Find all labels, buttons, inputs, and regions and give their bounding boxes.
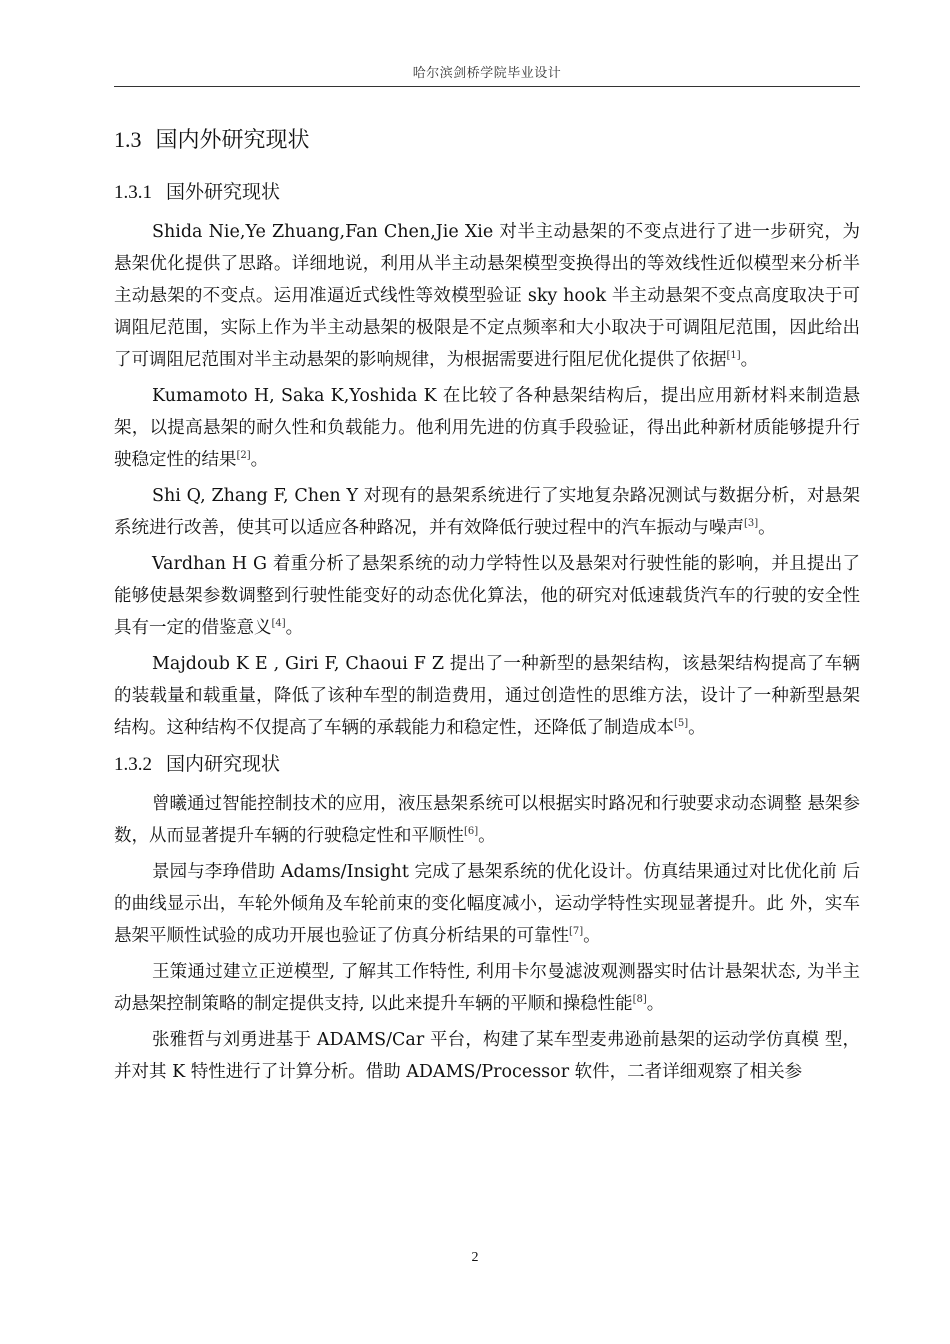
paragraph [114, 1024, 860, 1088]
paragraph [114, 648, 860, 744]
paragraph-end: 。 [740, 350, 759, 370]
paragraph-text: Shida Nie,Ye Zhuang,Fan Chen,Jie Xie 对半主动悬架的不变点进行了进一步研究，为悬架优化提供了思路。详细地说，利用从半主动悬架模型变换得出的等效线性近似模型来分析半主动悬架的不变点。运用准逼近式线性等效模型验证 sky hook 半主动悬架不变点高度取决于可调阻尼范围，实际上作为半主动悬架的极限是不定点频率和大小取决于可调阻尼范围，因此给出了可调阻尼范围对半主动悬架的影响规律，为根据需要进行阻尼优化提供了依据 [114, 222, 860, 370]
paragraph-end: 。 [758, 518, 776, 538]
citation: [5] [674, 718, 689, 730]
subsection-heading-domestic [114, 748, 860, 780]
paragraph-end: 。 [688, 718, 706, 738]
paragraph [114, 216, 860, 376]
paragraph-end: 。 [250, 450, 269, 470]
paragraph-text: Vardhan H G 着重分析了悬架系统的动力学特性以及悬架对行驶性能的影响，并且提出了能够使悬架参数调整到行驶性能变好的动态优化算法，他的研究对低速载货汽车的行驶的安全性具有一定的借鉴意义 [114, 554, 860, 638]
subsection-title: 国外研究现状 [166, 181, 281, 203]
page-number: 2 [471, 1250, 479, 1265]
citation: [8] [632, 994, 647, 1006]
paragraph-text: Shi Q, Zhang F, Chen Y 对现有的悬架系统进行了实地复杂路况测试与数据分析，对悬架系统进行改善，使其可以适应各种路况，并有效降低行驶过程中的汽车振动与噪声 [114, 486, 860, 538]
section-title: 国内外研究现状 [155, 128, 310, 153]
section-number: 1.3 [114, 127, 142, 152]
citation: [2] [236, 450, 251, 462]
citation: [3] [744, 518, 759, 530]
subsection-heading-foreign [114, 176, 860, 208]
paragraph-end: 。 [583, 926, 601, 946]
paragraph-text: 张雅哲与刘勇进基于 ADAMS/Car 平台，构建了某车型麦弗逊前悬架的运动学仿真模 型，并对其 K 特性进行了计算分析。借助 ADAMS/Processor 软件，二者详细观察了相关参 [114, 1030, 860, 1082]
section-heading [114, 120, 860, 160]
paragraph [114, 548, 860, 644]
paragraph-text: Majdoub K E , Giri F, Chaoui F Z 提出了一种新型的悬架结构，该悬架结构提高了车辆的装载量和载重量，降低了该种车型的制造费用，通过创造性的思维方法，设计了一种新型悬架结构。这种结构不仅提高了车辆的承载能力和稳定性，还降低了制造成本 [114, 654, 860, 738]
paragraph [114, 788, 860, 852]
paragraph-end: 。 [646, 994, 665, 1014]
citation: [1] [726, 350, 741, 362]
citation: [7] [569, 926, 584, 938]
paragraph-end: 。 [285, 618, 304, 638]
citation: [4] [271, 618, 286, 630]
paragraph-text: Kumamoto H, Saka K,Yoshida K 在比较了各种悬架结构后，提出应用新材料来制造悬架，以提高悬架的耐久性和负载能力。他利用先进的仿真手段验证，得出此种新材质能够提升行驶稳定性的结果 [114, 386, 860, 470]
running-header: 哈尔滨剑桥学院毕业设计 [412, 66, 562, 81]
paragraph [114, 856, 860, 952]
paragraph-end: 。 [478, 826, 496, 846]
paragraph [114, 380, 860, 476]
paragraph [114, 956, 860, 1020]
subsection-number: 1.3.1 [114, 182, 152, 203]
paragraph-text: 曾曦通过智能控制技术的应用，液压悬架系统可以根据实时路况和行驶要求动态调整 悬架参数，从而显著提升车辆的行驶稳定性和平顺性 [114, 794, 860, 846]
paragraph-text: 景园与李琤借助 Adams/Insight 完成了悬架系统的优化设计。仿真结果通过对比优化前 后的曲线显示出，车轮外倾角及车轮前束的变化幅度减小，运动学特性实现显著提升。此 外，实车悬架平顺性试验的成功开展也验证了仿真分析结果的可靠性 [114, 862, 860, 946]
citation: [6] [464, 826, 479, 838]
page-content [114, 120, 860, 1092]
paragraph-text: 王策通过建立正逆模型, 了解其工作特性, 利用卡尔曼滤波观测器实时估计悬架状态, 为半主动悬架控制策略的制定提供支持, 以此来提升车辆的平顺和操稳性能 [114, 962, 860, 1014]
subsection-title: 国内研究现状 [166, 753, 281, 775]
header-rule [114, 86, 860, 87]
subsection-number: 1.3.2 [114, 754, 152, 775]
paragraph [114, 480, 860, 544]
